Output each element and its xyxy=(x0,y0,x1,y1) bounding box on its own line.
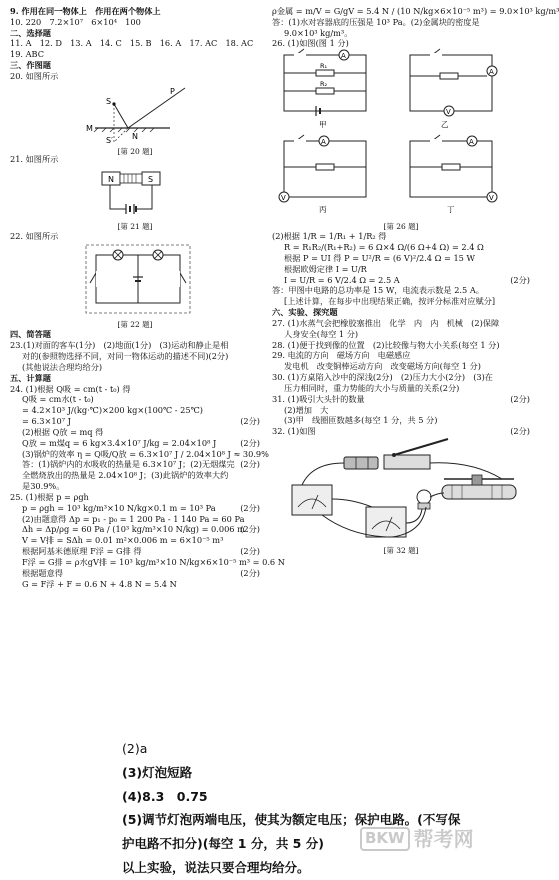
bulb-icon xyxy=(417,490,431,504)
answer-text: (2)由题意得 Δp = p₁ - p₀ = 1 200 Pa - 1 140 Pa = 60 Pa xyxy=(22,513,245,524)
figure-20 xyxy=(10,82,260,154)
figure-20-caption: [第 20 题] xyxy=(117,146,153,156)
circuit-label-jia: 甲 xyxy=(319,120,327,130)
answer-line xyxy=(10,568,260,579)
svg-text:A: A xyxy=(469,138,474,147)
svg-text:A: A xyxy=(341,52,346,61)
circuit-label-bing: 丙 xyxy=(319,205,327,215)
answer-line: R = R₁R₂/(R₁+R₂) = 6 Ω×4 Ω/(6 Ω+4 Ω) = 2.4 Ω xyxy=(284,242,484,253)
answer-line: (2)a xyxy=(122,741,148,756)
fig20-label-n: N xyxy=(132,131,138,141)
answer-line xyxy=(272,275,530,286)
figure-22 xyxy=(10,241,260,329)
fig20-label-sprime: S′ xyxy=(106,135,113,145)
answer-line: 27. (1)水蒸气会把橡胶塞推出 化学 内 内 机械 (2)保障 xyxy=(272,317,500,328)
answer-line: 25. (1)根据 p = ρgh xyxy=(10,491,89,502)
answer-line: 26. (1)如图(图 1 分) xyxy=(272,38,349,49)
svg-text:V: V xyxy=(446,108,451,117)
answer-line: 30. (1)方桌陷入沙中的深浅(2分) (2)压力大小(2分) (3)在 xyxy=(272,372,493,383)
figure-26-diagram xyxy=(272,49,530,219)
points-label: (2分) xyxy=(240,502,260,513)
figure-32 xyxy=(272,437,530,557)
fig21-label-s: S xyxy=(148,174,154,184)
watermark-text: 帮考网 xyxy=(413,827,474,851)
answer-text: p = ρgh = 10³ kg/m³×10 N/kg×0.1 m = 10³ Pa xyxy=(22,502,216,513)
answer-line: 24. (1)根据 Q吸 = cm(t - t₀) 得 xyxy=(10,383,131,394)
answer-line: 以上实验，说法只要合理均给分。 xyxy=(122,859,310,875)
figure-22-caption: [第 22 题] xyxy=(117,320,153,330)
points-label: (2分) xyxy=(510,274,530,285)
points-label: (2分) xyxy=(240,524,260,535)
answer-line: 21. 如图所示 xyxy=(10,153,59,164)
svg-text:R₁: R₁ xyxy=(320,62,328,71)
figure-22-diagram xyxy=(10,241,260,317)
svg-text:V: V xyxy=(489,194,494,203)
answer-line: V = V排 = SΔh = 0.01 m²×0.006 m = 6×10⁻⁵ m³ xyxy=(22,535,224,546)
circuit-ding xyxy=(410,135,497,214)
answer-line: F浮 = G排 = ρ水gV排 = 10³ kg/m³×10 N/kg×6×10⁻⁵ m³ = 0.6 N xyxy=(22,556,285,567)
answer-text: 根据阿基米德原理 F浮 = G排 得 xyxy=(22,546,142,557)
fig20-label-m: M xyxy=(86,123,93,133)
points-label: (2分) xyxy=(240,459,260,470)
answer-line: 11. A 12. D 13. A 14. C 15. B 16. A 17. AC 18. AC xyxy=(10,38,254,49)
circuit-bing xyxy=(279,135,366,214)
answer-line xyxy=(10,503,260,514)
ammeter-icon xyxy=(366,507,406,537)
figure-21-caption: [第 21 题] xyxy=(117,222,153,232)
answer-line: 压力相同时，重力势能的大小与质量的关系(2分) xyxy=(284,382,460,393)
answer-line: 护电路不扣分)(每空 1 分，共 5 分) xyxy=(122,836,324,851)
answer-text: = 6.3×10⁷ J xyxy=(22,416,71,427)
answer-line: 答：(1)水对容器底的压强是 10³ Pa。(2)金属块的密度是 xyxy=(272,16,480,27)
watermark-logo xyxy=(360,826,474,852)
answer-text: Q放 = m煤q = 6 kg×3.4×10⁷ J/kg = 2.04×10⁸ J xyxy=(22,437,217,448)
section-heading: 四、简答题 xyxy=(10,329,51,340)
answer-line: Q吸 = cm水(t - t₀) xyxy=(22,394,94,405)
answer-line: 9.0×10³ kg/m³。 xyxy=(284,27,353,38)
reflected-ray xyxy=(128,88,185,128)
circuit-jia xyxy=(284,49,366,129)
points-label: (2分) xyxy=(240,546,260,557)
answer-line: 答：(1)锅炉内的水吸收的热量是 6.3×10⁷ J；(2)无烟煤完 xyxy=(22,459,235,470)
right-column xyxy=(272,6,559,557)
section-heading: 二、选择题 xyxy=(10,27,51,38)
switch-base xyxy=(384,455,430,469)
figure-26-caption: [第 26 题] xyxy=(383,222,419,232)
figure-20-diagram xyxy=(10,82,260,144)
answer-line xyxy=(272,394,530,405)
answer-line: (3)灯泡短路 xyxy=(122,764,193,780)
incident-ray xyxy=(114,104,128,128)
answer-line: 发电机 改变铜棒运动方向 改变磁场方向(每空 1 分) xyxy=(284,361,481,372)
figure-21-diagram xyxy=(10,165,260,220)
fig20-label-s: S xyxy=(106,96,112,106)
circuit-yi xyxy=(410,49,497,129)
answer-line: 对的(参照物选择不同，对同一物体运动的描述不同)(2分) xyxy=(22,351,229,362)
answer-text: (3)锅炉的效率 η = Q吸/Q放 = 6.3×10⁷ J / 2.04×10⁸ J ≈ 30.9% xyxy=(22,448,269,459)
section-heading: 六、实验、探究题 xyxy=(272,307,338,318)
answer-line: 是30.9%。 xyxy=(22,481,65,492)
bottom-answers xyxy=(122,737,522,880)
left-column xyxy=(10,6,285,589)
answer-line: ρ金属 = m/V = G/gV = 5.4 N / (10 N/kg×6×10⁻⁵ m³) = 9.0×10³ kg/m³ xyxy=(272,6,559,16)
circuit-label-ding: 丁 xyxy=(447,205,455,215)
answer-line: 23.(1)对面的客车(1分) (2)地面(1分) (3)运动和静止是相 xyxy=(10,340,229,351)
switch-lever xyxy=(394,439,448,455)
answer-line: [上述计算，在每步中出现结果正确，按评分标准对应赋分] xyxy=(284,296,496,307)
answer-text: 根据题意得 xyxy=(22,567,63,578)
answer-text: 32. (1)如图 xyxy=(272,426,316,437)
answer-line: 根据欧姆定律 I = U/R xyxy=(284,263,367,274)
voltmeter-icon xyxy=(292,485,332,515)
section-heading: 五、计算题 xyxy=(10,372,51,383)
answer-text: I = U/R = 6 V/2.4 Ω = 2.5 A xyxy=(284,274,400,285)
svg-text:A: A xyxy=(321,138,326,147)
answer-line: = 4.2×10³ J/(kg·℃)×200 kg×(100℃ - 25℃) xyxy=(22,405,203,416)
points-label: (2分) xyxy=(510,426,530,437)
answer-line: 29. 电流的方向 磁场方向 电磁感应 xyxy=(272,350,411,361)
answer-line: (4)8.3 0.75 xyxy=(122,788,208,804)
answer-line: (2)根据 1/R = 1/R₁ + 1/R₂ 得 xyxy=(272,231,387,242)
answer-line: 19. ABC xyxy=(10,49,44,60)
answer-line: 人身安全(每空 1 分) xyxy=(284,328,359,339)
fig20-label-p: P xyxy=(170,86,175,96)
svg-text:V: V xyxy=(281,194,286,203)
switch-right-icon xyxy=(180,273,186,283)
points-label: (2分) xyxy=(240,416,260,427)
svg-text:A: A xyxy=(489,68,494,77)
answer-text: 31. (1)吸引大头针的数量 xyxy=(272,393,365,404)
figure-32-caption: [第 32 题] xyxy=(383,545,419,555)
answer-line: G = F浮 + F = 0.6 N + 4.8 N = 5.4 N xyxy=(22,578,177,589)
answer-line: Δh = Δp/ρg = 60 Pa / (10³ kg/m³×10 N/kg) = 0.006 m xyxy=(22,524,245,535)
answer-line xyxy=(10,438,260,449)
section-heading: 三、作图题 xyxy=(10,60,51,71)
answer-line: (5)调节灯泡两端电压，使其为额定电压；保护电路。(不写保 xyxy=(122,812,461,828)
answer-line: (3)甲 线圈匝数越多(每空 1 分，共 5 分) xyxy=(284,415,438,426)
answer-line: 根据 P = UI 得 P = U²/R = (6 V)²/2.4 Ω = 15 W xyxy=(284,252,475,263)
watermark-box: BKW xyxy=(360,827,410,851)
answer-line: 22. 如图所示 xyxy=(10,230,59,241)
figure-21 xyxy=(10,165,260,231)
answer-line: 9. 作用在同一物体上 作用在两个物体上 xyxy=(10,6,161,16)
answer-line xyxy=(10,416,260,427)
answer-line xyxy=(10,546,260,557)
answer-line: (2)增加 大 xyxy=(284,404,329,415)
switch-left-icon xyxy=(90,273,96,283)
points-label: (2分) xyxy=(240,567,260,578)
battery-pack xyxy=(344,457,378,469)
answer-line: (2)根据 Q放 = mq 得 xyxy=(22,426,104,437)
points-label: (2分) xyxy=(240,437,260,448)
points-label: (2分) xyxy=(510,393,530,404)
fig21-label-n: N xyxy=(108,174,114,184)
answer-line: 答：甲图中电路的总功率是 15 W，电流表示数是 2.5 A。 xyxy=(272,285,484,296)
answer-line: 全燃烧放出的热量是 2.04×10⁸ J；(3)此锅炉的效率大约 xyxy=(22,470,229,481)
circuit-label-yi: 乙 xyxy=(441,120,449,130)
figure-32-diagram xyxy=(272,437,530,543)
rheostat xyxy=(442,485,516,499)
figure-26 xyxy=(272,49,530,231)
answer-line: (其他说法合理均给分) xyxy=(22,361,103,372)
answer-line xyxy=(272,426,530,437)
answer-line: 10. 220 7.2×10⁷ 6×10⁴ 100 xyxy=(10,16,141,27)
svg-text:R₂: R₂ xyxy=(320,80,328,89)
answer-line: 28. (1)便于找到像的位置 (2)比较像与物大小关系(每空 1 分) xyxy=(272,339,500,350)
answer-line: 20. 如图所示 xyxy=(10,70,59,81)
